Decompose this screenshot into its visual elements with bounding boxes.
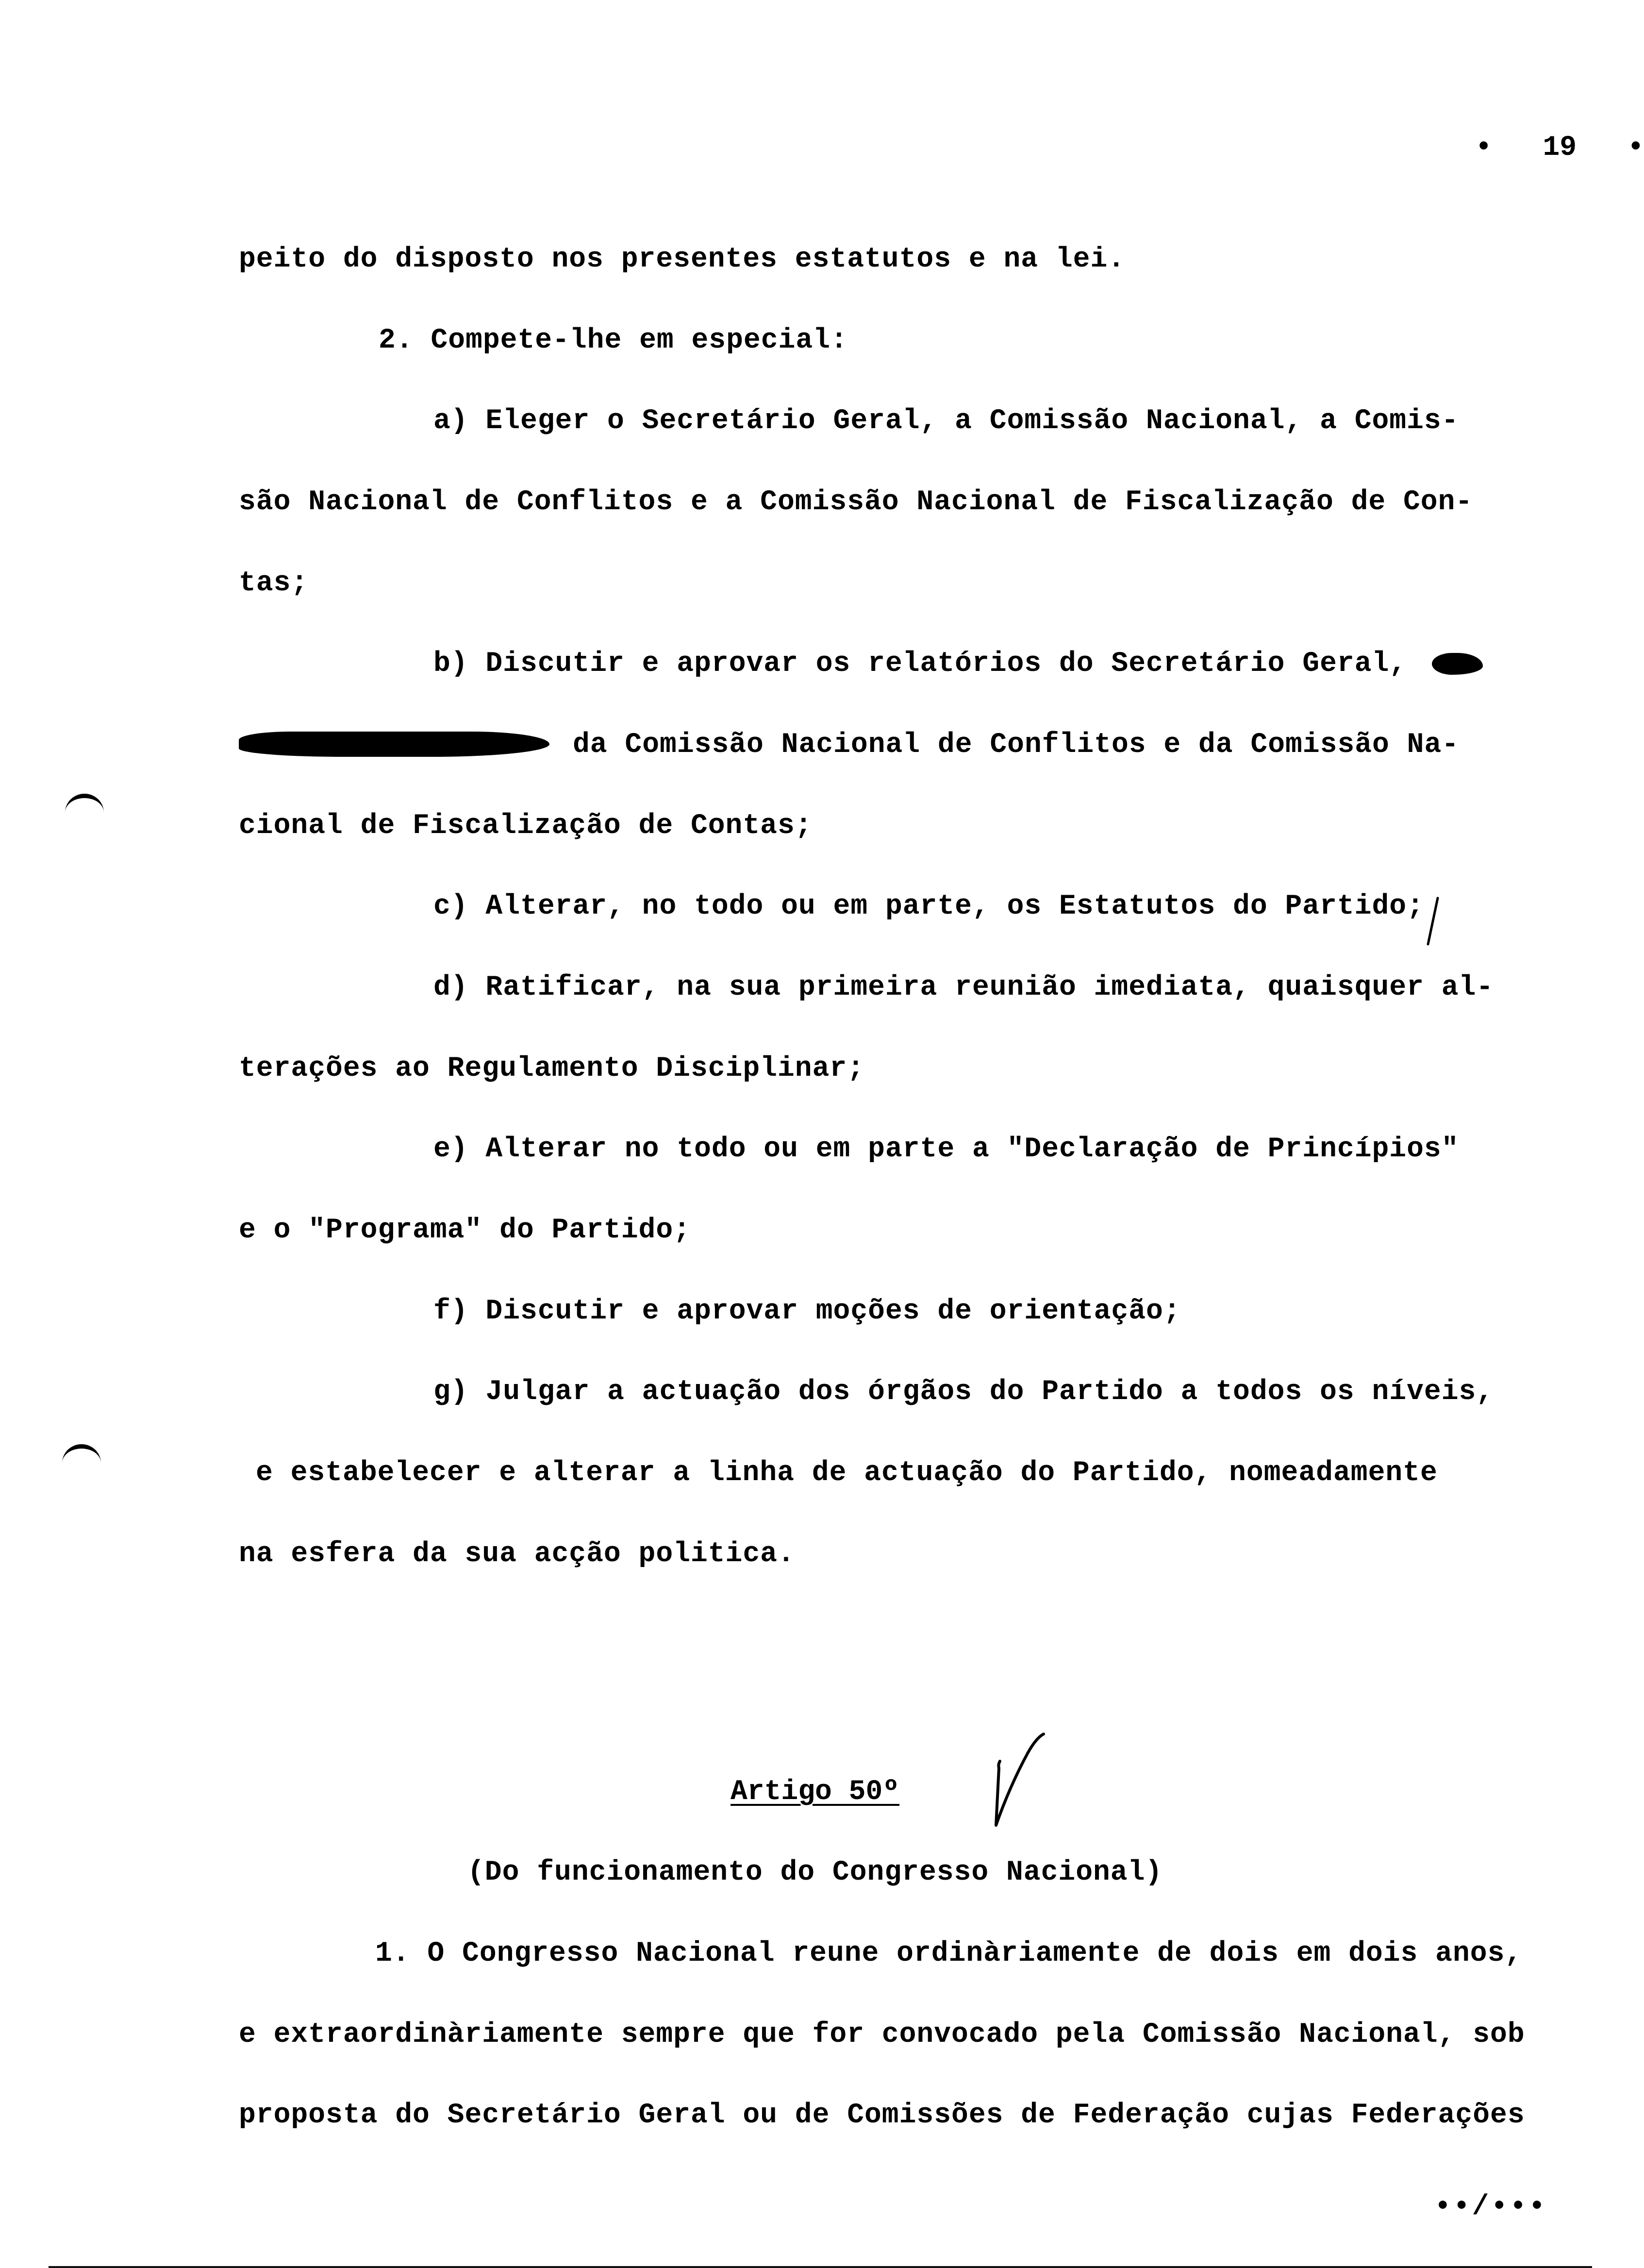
article-subtitle: (Do funcionamento do Congresso Nacional) (467, 1857, 1163, 1888)
binder-hole-mark-lower (62, 1444, 101, 1463)
binder-hole-mark-upper (65, 794, 104, 813)
page-number-value: 19 (1543, 132, 1577, 164)
list-item-g: g) Julgar a actuação dos órgãos do Partido a todos os níveis, (433, 1376, 1494, 1408)
text-line: terações ao Regulamento Disciplinar; (239, 1053, 865, 1084)
page-number-dot-left: • (1475, 132, 1493, 164)
text-line: da Comissão Nacional de Conflitos e da Comissão Na- (573, 729, 1460, 761)
text-line: e estabelecer e alterar a linha de actuação do Partido, nomeadamente (256, 1457, 1438, 1489)
text-line: e o "Programa" do Partido; (239, 1215, 691, 1246)
page-bottom-edge (49, 2266, 1592, 2268)
redaction-mark-large (239, 732, 549, 757)
list-item-b: b) Discutir e aprovar os relatórios do Secretário Geral, (433, 648, 1407, 680)
text-line: peito do disposto nos presentes estatutos e na lei. (239, 244, 1126, 275)
list-item-e: e) Alterar no todo ou em parte a "Declaração de Princípios" (433, 1134, 1459, 1165)
text-line: cional de Fiscalização de Contas; (239, 810, 813, 842)
article-title: Artigo 50º (731, 1776, 900, 1808)
redaction-mark-small (1432, 653, 1483, 675)
checkmark-icon (990, 1728, 1073, 1835)
text-line: 1. O Congresso Nacional reune ordinàriamente de dois em dois anos, (375, 1938, 1523, 1969)
page-number (1408, 97, 1644, 199)
continuation-marker: ••/••• (1434, 2191, 1547, 2223)
page-number-dot-right: • (1627, 132, 1644, 164)
text-line: são Nacional de Conflitos e a Comissão Nacional de Fiscalização de Con- (239, 486, 1473, 518)
text-line: proposta do Secretário Geral ou de Comissões de Federação cujas Federações (239, 2100, 1525, 2131)
text-line: e extraordinàriamente sempre que for convocado pela Comissão Nacional, sob (239, 2019, 1525, 2051)
list-item-a: a) Eleger o Secretário Geral, a Comissão Nacional, a Comis- (433, 405, 1459, 437)
text-line: tas; (239, 567, 309, 599)
list-item-f: f) Discutir e aprovar moções de orientação; (433, 1296, 1181, 1327)
text-line: 2. Compete-lhe em especial: (379, 325, 848, 356)
list-item-c: c) Alterar, no todo ou em parte, os Estatutos do Partido; (433, 891, 1424, 922)
handwritten-slash-icon (1422, 893, 1442, 947)
text-line: na esfera da sua acção politica. (239, 1538, 795, 1570)
list-item-d: d) Ratificar, na sua primeira reunião imediata, quaisquer al- (433, 972, 1494, 1003)
